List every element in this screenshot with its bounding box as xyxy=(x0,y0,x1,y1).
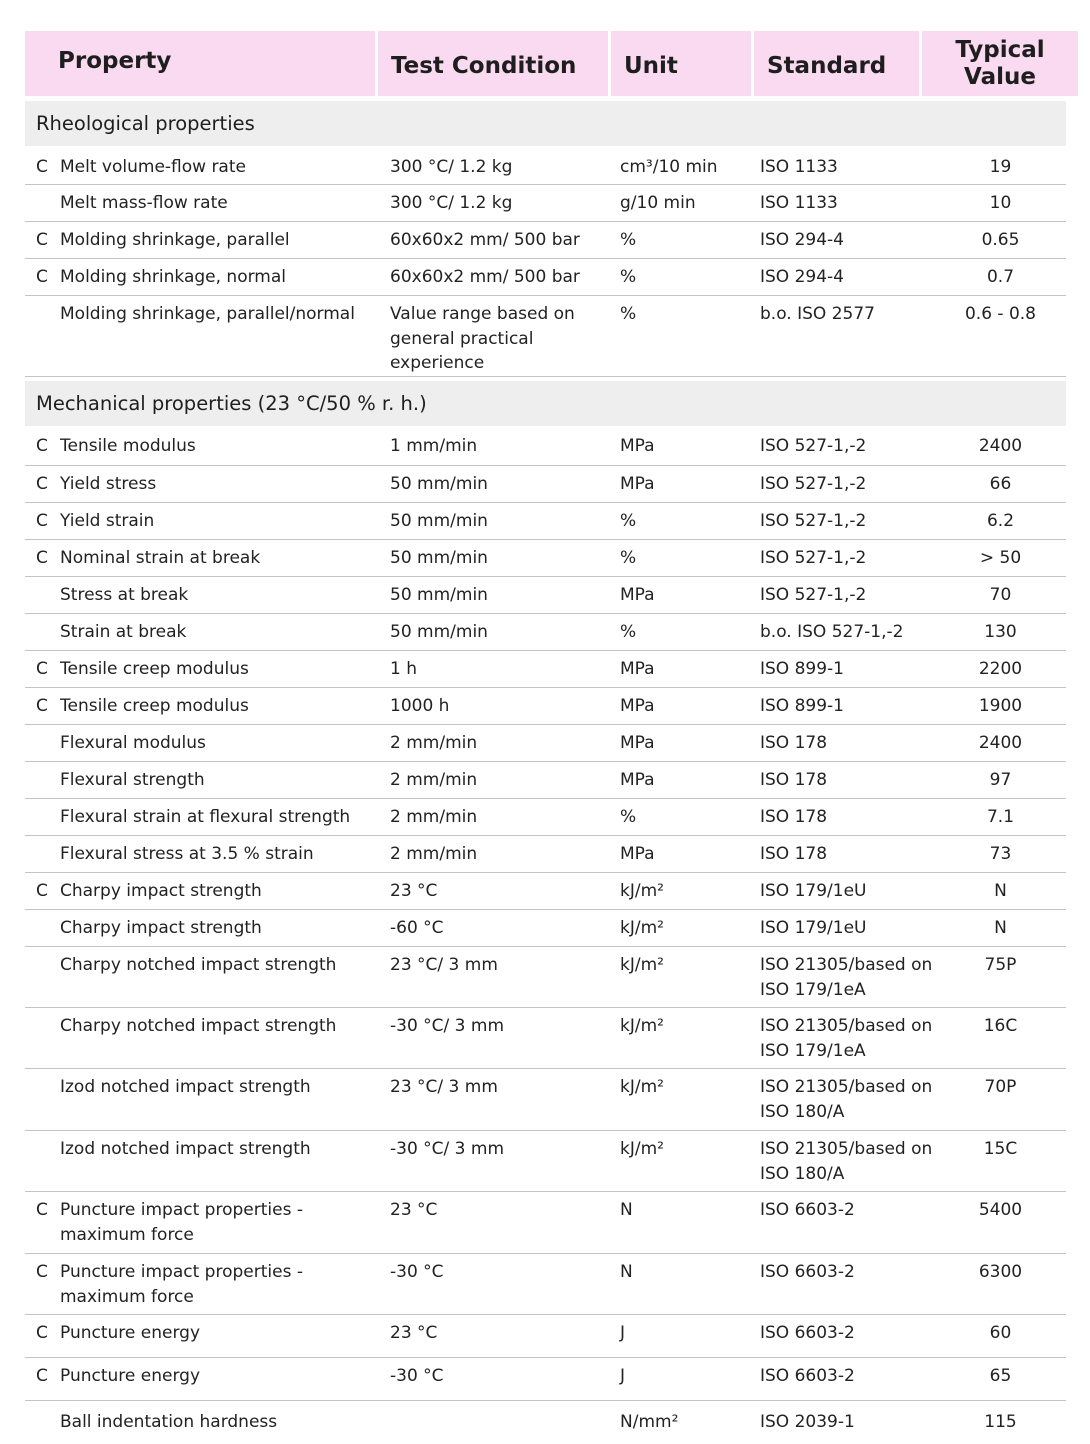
cell-standard: ISO 179/1eU xyxy=(760,881,867,901)
cell-unit: MPa xyxy=(620,474,655,494)
cell-property xyxy=(25,583,390,613)
cell-property xyxy=(25,1137,390,1191)
cell-unit: MPa xyxy=(620,659,655,679)
cell-condition: 50 mm/min xyxy=(390,622,488,642)
cell-condition: 23 °C xyxy=(390,881,438,901)
cell-condition: 23 °C xyxy=(390,1323,438,1343)
table-row xyxy=(25,1069,1066,1131)
cell-property xyxy=(25,1075,390,1130)
cell-standard: ISO 21305/based on ISO 180/A xyxy=(760,1077,933,1122)
table-row xyxy=(25,1315,1066,1358)
cell-standard: ISO 2039-1 xyxy=(760,1412,855,1432)
cell-condition: 2 mm/min xyxy=(390,733,478,753)
cell-property xyxy=(25,1364,390,1400)
table-row xyxy=(25,259,1066,296)
cell-standard: ISO 178 xyxy=(760,770,828,790)
cell-property-text: Flexural modulus xyxy=(60,733,206,753)
cell-unit: N xyxy=(620,1262,633,1282)
cell-standard: ISO 178 xyxy=(760,807,828,827)
cell-standard: ISO 6603-2 xyxy=(760,1323,855,1343)
header-test-condition: Test Condition xyxy=(378,31,608,96)
cell-unit: g/10 min xyxy=(620,193,696,213)
cell-standard: ISO 527-1,-2 xyxy=(760,436,867,456)
table-row xyxy=(25,146,1066,185)
table-row xyxy=(25,222,1066,259)
cell-standard: ISO 1133 xyxy=(760,157,838,177)
cell-flag: C xyxy=(36,230,48,250)
cell-flag: C xyxy=(36,1366,48,1386)
table-row xyxy=(25,762,1066,799)
table-row xyxy=(25,725,1066,762)
cell-value: 6300 xyxy=(978,1262,1023,1282)
cell-property xyxy=(25,434,390,465)
cell-value: 10 xyxy=(989,193,1012,213)
cell-flag: C xyxy=(36,1262,48,1282)
cell-condition: Value range based on general practical experience xyxy=(390,304,575,373)
cell-flag: C xyxy=(36,548,48,568)
cell-standard: ISO 899-1 xyxy=(760,659,844,679)
cell-condition: 23 °C/ 3 mm xyxy=(390,1077,498,1097)
cell-value: 0.6 - 0.8 xyxy=(964,304,1036,324)
cell-standard: ISO 179/1eU xyxy=(760,918,867,938)
header-property: Property xyxy=(25,31,375,96)
cell-property xyxy=(25,620,390,650)
cell-value: 15C xyxy=(983,1139,1018,1159)
table-row xyxy=(25,910,1066,947)
cell-property-text: Tensile modulus xyxy=(60,436,196,456)
cell-property-text: Puncture energy xyxy=(60,1323,201,1343)
cell-unit: % xyxy=(620,267,637,287)
cell-unit: kJ/m² xyxy=(620,1077,664,1097)
cell-value: 66 xyxy=(989,474,1012,494)
cell-condition: 1000 h xyxy=(390,696,450,716)
cell-property-text: Yield strain xyxy=(60,511,155,531)
cell-condition: 2 mm/min xyxy=(390,807,478,827)
cell-value: 7.1 xyxy=(986,807,1015,827)
cell-property-text: Charpy impact strength xyxy=(60,881,262,901)
cell-condition: 23 °C/ 3 mm xyxy=(390,955,498,975)
table-row xyxy=(25,426,1066,466)
cell-property xyxy=(25,879,390,909)
cell-condition: 50 mm/min xyxy=(390,511,488,531)
cell-flag: C xyxy=(36,881,48,901)
cell-property-text: Yield stress xyxy=(60,474,157,494)
cell-property xyxy=(25,805,390,835)
cell-property-text: Melt mass-flow rate xyxy=(60,193,228,213)
cell-property-text: Strain at break xyxy=(60,622,187,642)
cell-standard: ISO 21305/based on ISO 180/A xyxy=(760,1139,933,1184)
cell-property-text: Charpy impact strength xyxy=(60,918,262,938)
cell-property xyxy=(25,1198,390,1253)
header-typical-value xyxy=(922,31,1078,96)
cell-standard: ISO 21305/based on ISO 179/1eA xyxy=(760,1016,933,1061)
cell-value: N xyxy=(994,918,1007,938)
cell-unit: MPa xyxy=(620,844,655,864)
header-standard: Standard xyxy=(754,31,919,96)
cell-flag: C xyxy=(36,436,48,456)
cell-value: 73 xyxy=(989,844,1012,864)
cell-property-text: Puncture impact properties - maximum force xyxy=(60,1200,303,1245)
cell-property-text: Nominal strain at break xyxy=(60,548,261,568)
cell-property xyxy=(25,953,390,1007)
cell-property-text: Molding shrinkage, normal xyxy=(60,267,286,287)
cell-condition: 2 mm/min xyxy=(390,844,478,864)
cell-value: 65 xyxy=(989,1366,1012,1386)
cell-value: 1900 xyxy=(978,696,1023,716)
cell-property xyxy=(25,916,390,946)
cell-property xyxy=(25,657,390,687)
table-row xyxy=(25,1358,1066,1401)
cell-condition: -60 °C xyxy=(390,918,444,938)
cell-property xyxy=(25,694,390,724)
cell-unit: MPa xyxy=(620,770,655,790)
cell-standard: ISO 21305/based on ISO 179/1eA xyxy=(760,955,933,1000)
cell-standard: b.o. ISO 2577 xyxy=(760,304,875,324)
cell-condition: -30 °C xyxy=(390,1366,444,1386)
cell-value: N xyxy=(994,881,1007,901)
cell-value: 115 xyxy=(984,1412,1017,1432)
cell-value: > 50 xyxy=(979,548,1022,568)
cell-property xyxy=(25,1321,390,1357)
cell-condition: -30 °C/ 3 mm xyxy=(390,1016,505,1036)
cell-property-text: Tensile creep modulus xyxy=(60,696,249,716)
cell-value: 2400 xyxy=(978,436,1023,456)
cell-property xyxy=(25,1014,390,1068)
cell-property xyxy=(25,155,390,184)
cell-property-text: Molding shrinkage, parallel xyxy=(60,230,290,250)
header-typical-value-line1: Typical xyxy=(955,36,1045,63)
cell-unit: kJ/m² xyxy=(620,955,664,975)
cell-property-text: Tensile creep modulus xyxy=(60,659,249,679)
cell-unit: kJ/m² xyxy=(620,1139,664,1159)
cell-property-text: Stress at break xyxy=(60,585,189,605)
cell-unit: % xyxy=(620,230,637,250)
cell-unit: % xyxy=(620,548,637,568)
cell-condition: 60x60x2 mm/ 500 bar xyxy=(390,267,580,287)
cell-condition: 50 mm/min xyxy=(390,474,488,494)
cell-property xyxy=(25,731,390,761)
cell-unit: MPa xyxy=(620,436,655,456)
table-row xyxy=(25,1254,1066,1315)
cell-unit: % xyxy=(620,622,637,642)
table-row xyxy=(25,1401,1066,1444)
cell-unit: J xyxy=(620,1323,626,1343)
cell-unit: MPa xyxy=(620,696,655,716)
cell-standard: ISO 294-4 xyxy=(760,267,844,287)
cell-property xyxy=(25,1260,390,1314)
cell-condition: 50 mm/min xyxy=(390,585,488,605)
cell-unit: cm³/10 min xyxy=(620,157,718,177)
table-row xyxy=(25,799,1066,836)
cell-property xyxy=(25,842,390,872)
cell-unit: kJ/m² xyxy=(620,1016,664,1036)
cell-condition: 300 °C/ 1.2 kg xyxy=(390,193,513,213)
table-row xyxy=(25,873,1066,910)
table-row xyxy=(25,577,1066,614)
cell-standard: ISO 6603-2 xyxy=(760,1366,855,1386)
cell-standard: ISO 178 xyxy=(760,733,828,753)
cell-property xyxy=(25,472,390,502)
cell-property xyxy=(25,191,390,221)
cell-property xyxy=(25,768,390,798)
cell-property-text: Melt volume-flow rate xyxy=(60,157,246,177)
cell-property xyxy=(25,302,390,376)
cell-value: 5400 xyxy=(978,1200,1023,1220)
cell-value: 75P xyxy=(984,955,1017,975)
table-row xyxy=(25,947,1066,1008)
cell-value: 60 xyxy=(989,1323,1012,1343)
table-row xyxy=(25,688,1066,725)
cell-condition: 300 °C/ 1.2 kg xyxy=(390,157,513,177)
table-row xyxy=(25,185,1066,222)
cell-standard: b.o. ISO 527-1,-2 xyxy=(760,622,904,642)
cell-property-text: Ball indentation hardness xyxy=(60,1412,278,1432)
cell-standard: ISO 899-1 xyxy=(760,696,844,716)
cell-unit: % xyxy=(620,304,637,324)
table-row xyxy=(25,503,1066,540)
table-row xyxy=(25,1192,1066,1254)
cell-condition: 1 h xyxy=(390,659,417,679)
properties-table xyxy=(25,31,1066,1444)
cell-condition xyxy=(390,1410,620,1444)
cell-unit: kJ/m² xyxy=(620,918,664,938)
table-row xyxy=(25,466,1066,503)
cell-property-text: Charpy notched impact strength xyxy=(60,955,337,975)
cell-condition: 23 °C xyxy=(390,1200,438,1220)
cell-condition: 50 mm/min xyxy=(390,548,488,568)
cell-value: 6.2 xyxy=(986,511,1015,531)
cell-condition: 60x60x2 mm/ 500 bar xyxy=(390,230,580,250)
cell-property-text: Charpy notched impact strength xyxy=(60,1016,337,1036)
cell-value: 2200 xyxy=(978,659,1023,679)
cell-flag: C xyxy=(36,1323,48,1343)
header-unit: Unit xyxy=(611,31,751,96)
table-header xyxy=(25,31,1066,96)
table-row xyxy=(25,540,1066,577)
header-typical-value-line2: Value xyxy=(964,63,1036,90)
cell-value: 70 xyxy=(989,585,1012,605)
cell-unit: MPa xyxy=(620,585,655,605)
cell-standard: ISO 294-4 xyxy=(760,230,844,250)
table-row xyxy=(25,1131,1066,1192)
cell-standard: ISO 6603-2 xyxy=(760,1200,855,1220)
cell-unit: % xyxy=(620,807,637,827)
table-row xyxy=(25,836,1066,873)
cell-property-text: Puncture impact properties - maximum force xyxy=(60,1262,303,1307)
cell-value: 130 xyxy=(984,622,1017,642)
cell-flag: C xyxy=(36,696,48,716)
section-title: Mechanical properties (23 °C/50 % r. h.) xyxy=(25,381,1066,426)
cell-property-text: Izod notched impact strength xyxy=(60,1077,311,1097)
cell-standard: ISO 527-1,-2 xyxy=(760,511,867,531)
cell-unit: % xyxy=(620,511,637,531)
cell-condition: 2 mm/min xyxy=(390,770,478,790)
cell-property-text: Flexural stress at 3.5 % strain xyxy=(60,844,314,864)
table-row xyxy=(25,614,1066,651)
cell-property-text: Izod notched impact strength xyxy=(60,1139,311,1159)
cell-standard: ISO 527-1,-2 xyxy=(760,474,867,494)
cell-flag: C xyxy=(36,267,48,287)
cell-property-text: Flexural strength xyxy=(60,770,205,790)
cell-property xyxy=(25,509,390,539)
cell-value: 97 xyxy=(989,770,1012,790)
cell-unit: J xyxy=(620,1366,626,1386)
cell-property xyxy=(25,546,390,576)
cell-condition: 1 mm/min xyxy=(390,436,478,456)
cell-unit: MPa xyxy=(620,733,655,753)
table-row xyxy=(25,296,1066,377)
cell-flag: C xyxy=(36,659,48,679)
cell-value: 2400 xyxy=(978,733,1023,753)
table-body xyxy=(25,96,1066,1444)
cell-value: 19 xyxy=(989,157,1012,177)
cell-property xyxy=(25,265,390,295)
cell-flag: C xyxy=(36,474,48,494)
cell-value: 16C xyxy=(983,1016,1018,1036)
cell-property-text: Puncture energy xyxy=(60,1366,201,1386)
cell-value: 70P xyxy=(984,1077,1017,1097)
cell-condition: -30 °C xyxy=(390,1262,444,1282)
section-title: Rheological properties xyxy=(25,101,1066,146)
cell-standard: ISO 527-1,-2 xyxy=(760,548,867,568)
table-row xyxy=(25,1008,1066,1069)
cell-unit: kJ/m² xyxy=(620,881,664,901)
cell-unit: N xyxy=(620,1200,633,1220)
cell-unit: N/mm² xyxy=(620,1412,679,1432)
cell-property-text: Flexural strain at flexural strength xyxy=(60,807,351,827)
cell-property xyxy=(25,228,390,258)
cell-flag: C xyxy=(36,157,48,177)
cell-standard: ISO 178 xyxy=(760,844,828,864)
cell-value: 0.7 xyxy=(986,267,1015,287)
cell-standard: ISO 6603-2 xyxy=(760,1262,855,1282)
cell-property-text: Molding shrinkage, parallel/normal xyxy=(60,304,355,324)
table-row xyxy=(25,651,1066,688)
cell-value: 0.65 xyxy=(981,230,1020,250)
cell-property xyxy=(25,1410,390,1444)
cell-standard: ISO 1133 xyxy=(760,193,838,213)
cell-condition: -30 °C/ 3 mm xyxy=(390,1139,505,1159)
cell-flag: C xyxy=(36,511,48,531)
cell-standard: ISO 527-1,-2 xyxy=(760,585,867,605)
cell-flag: C xyxy=(36,1200,48,1220)
